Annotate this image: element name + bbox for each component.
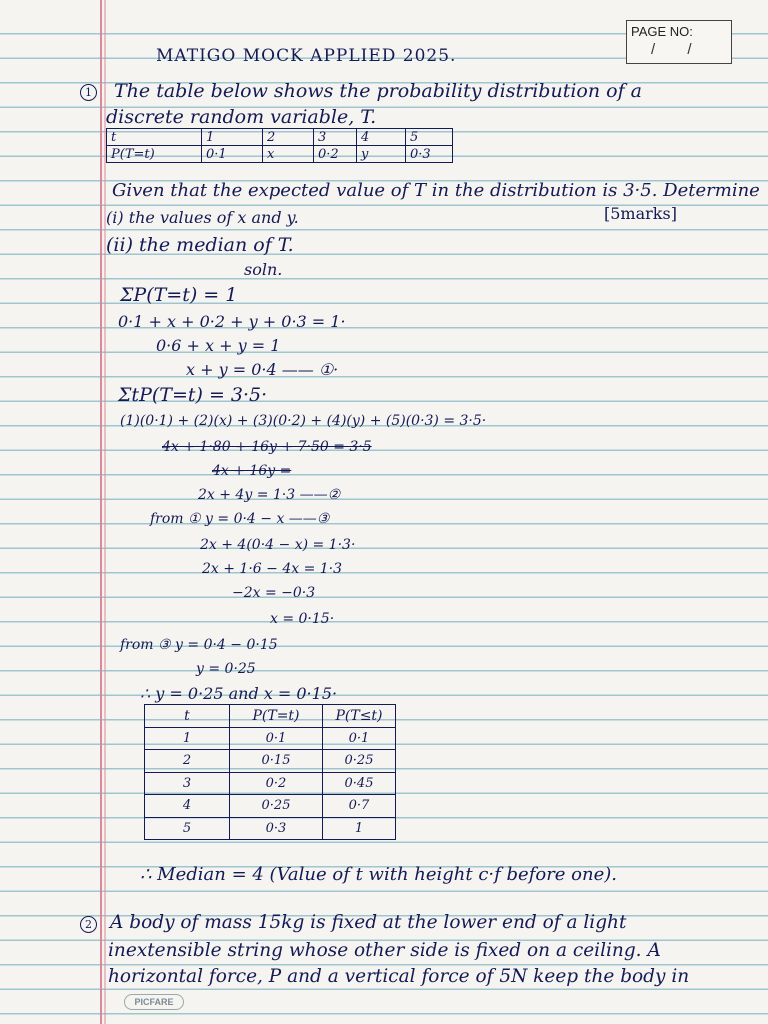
working-line: 2x + 4y = 1·3 ——② — [198, 487, 341, 503]
distribution-row-p — [107, 146, 453, 163]
table-header-cell: t — [145, 705, 230, 728]
table-cell: 5 — [406, 129, 453, 146]
working-line: y = 0·25 — [196, 661, 256, 677]
table-cell: t — [107, 129, 202, 146]
table-cell: 3 — [145, 772, 230, 795]
given-statement: Given that the expected value of T in the distribution is 3·5. Determine — [112, 180, 760, 201]
working-line: 2x + 1·6 − 4x = 1·3 — [202, 561, 343, 577]
working-line: x + y = 0·4 —— ①· — [186, 360, 339, 379]
question-2-line-3: horizontal force, P and a vertical force of 5N keep the body in — [108, 966, 690, 987]
working-line: from ① y = 0·4 − x ——③ — [150, 511, 330, 527]
table-row — [145, 817, 396, 840]
working-line: 2x + 4(0·4 − x) = 1·3· — [200, 537, 356, 553]
working-line: 0·1 + x + 0·2 + y + 0·3 = 1· — [118, 312, 346, 331]
table-row — [145, 727, 396, 750]
working-line: ΣP(T=t) = 1 — [120, 284, 238, 306]
solution-label: soln. — [244, 260, 283, 279]
page-title: MATIGO MOCK APPLIED 2025. — [156, 46, 457, 66]
table-cell: 1 — [323, 817, 396, 840]
table-cell: 2 — [263, 129, 314, 146]
page-number-value: / / — [651, 41, 706, 58]
working-line-struck: 4x + 16y = — [212, 463, 292, 479]
cumulative-table — [144, 704, 396, 840]
table-row — [145, 750, 396, 773]
question-1-intro-line-1: The table below shows the probability distribution of a — [114, 80, 642, 102]
question-2-line-2: inextensible string whose other side is fixed on a ceiling. A — [108, 940, 661, 961]
median-conclusion: ∴ Median = 4 (Value of t with height c·f before one). — [140, 864, 618, 885]
table-cell: 0·3 — [230, 817, 323, 840]
distribution-row-t — [107, 129, 453, 146]
table-cell: 0·2 — [230, 772, 323, 795]
table-cell: 0·1 — [230, 727, 323, 750]
table-cell: y — [357, 146, 406, 163]
table-row — [145, 772, 396, 795]
table-cell: 0·45 — [323, 772, 396, 795]
table-cell: 1 — [145, 727, 230, 750]
working-line: from ③ y = 0·4 − 0·15 — [120, 637, 278, 653]
distribution-table — [106, 128, 453, 163]
table-cell: 0·2 — [314, 146, 357, 163]
table-cell: 4 — [145, 795, 230, 818]
page-number-label: PAGE NO: — [631, 24, 693, 39]
working-line: x = 0·15· — [270, 611, 335, 627]
table-cell: 0·1 — [202, 146, 263, 163]
part-i: (i) the values of x and y. — [106, 208, 299, 227]
table-cell: 0·7 — [323, 795, 396, 818]
question-1-intro-line-2: discrete random variable, T. — [106, 106, 377, 128]
table-cell: 0·3 — [406, 146, 453, 163]
margin-line — [100, 0, 102, 1024]
question-2-number: 2 — [80, 914, 101, 933]
working-line: (1)(0·1) + (2)(x) + (3)(0·2) + (4)(y) + (5)(0·3) = 3·5· — [120, 413, 487, 429]
table-cell: 0·1 — [323, 727, 396, 750]
working-line: −2x = −0·3 — [232, 585, 316, 601]
marks-label: [5marks] — [604, 204, 677, 223]
cumulative-table-header — [145, 705, 396, 728]
table-cell: 3 — [314, 129, 357, 146]
working-line: ΣtP(T=t) = 3·5· — [118, 384, 268, 406]
working-line: 0·6 + x + y = 1 — [156, 336, 281, 355]
question-2-line-1: A body of mass 15kg is fixed at the lower end of a light — [110, 912, 627, 933]
table-cell: 1 — [202, 129, 263, 146]
table-header-cell: P(T≤t) — [323, 705, 396, 728]
working-line: ∴ y = 0·25 and x = 0·15· — [140, 684, 338, 703]
table-cell: 5 — [145, 817, 230, 840]
table-cell: 0·15 — [230, 750, 323, 773]
table-header-cell: P(T=t) — [230, 705, 323, 728]
table-row — [145, 795, 396, 818]
part-ii: (ii) the median of T. — [106, 234, 294, 256]
table-cell: 2 — [145, 750, 230, 773]
working-line-struck: 4x + 1·80 + 16y + 7·50 = 3·5 — [162, 439, 372, 455]
page-number-box — [626, 20, 732, 64]
question-1-number: 1 — [80, 82, 101, 101]
watermark-logo: PICFARE — [124, 994, 184, 1010]
table-cell: 0·25 — [323, 750, 396, 773]
table-cell: x — [263, 146, 314, 163]
table-cell: 4 — [357, 129, 406, 146]
table-cell: P(T=t) — [107, 146, 202, 163]
table-cell: 0·25 — [230, 795, 323, 818]
